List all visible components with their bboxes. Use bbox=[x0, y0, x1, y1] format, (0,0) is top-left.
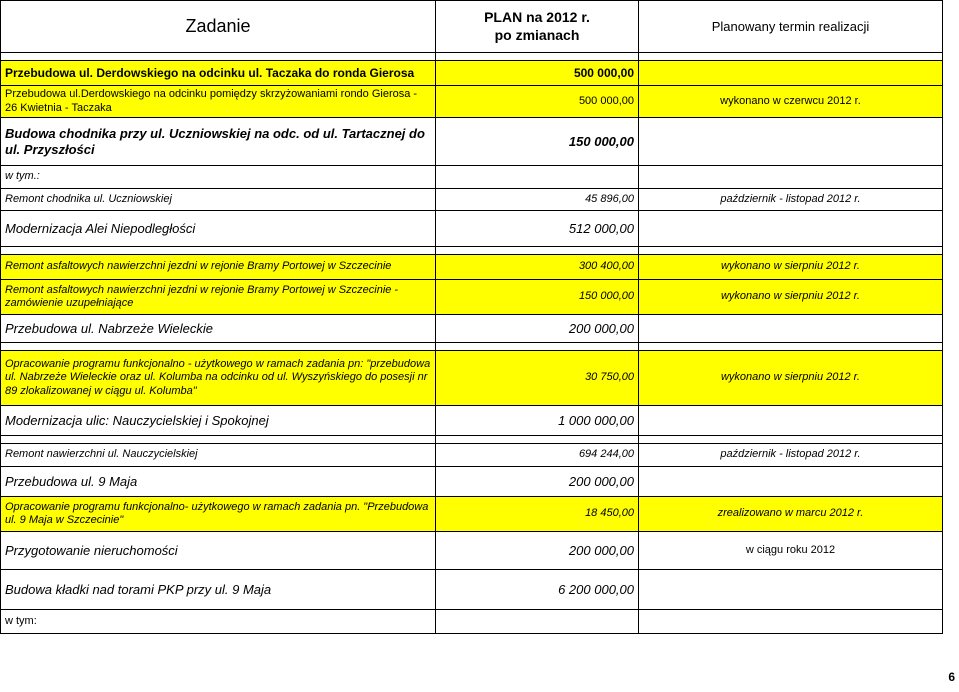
table-row bbox=[1, 189, 943, 211]
table-row bbox=[1, 211, 943, 247]
amount-cell bbox=[436, 166, 639, 189]
table-row bbox=[1, 570, 943, 610]
amount-cell: 18 450,00 bbox=[436, 497, 639, 532]
table-row bbox=[1, 444, 943, 467]
task-cell: Remont nawierzchni ul. Nauczycielskiej bbox=[1, 444, 436, 467]
task-cell: Remont asfaltowych nawierzchni jezdni w rejonie Bramy Portowej w Szczecinie - zamówienie uzupełniające bbox=[1, 280, 436, 315]
task-cell: Modernizacja Alei Niepodległości bbox=[1, 211, 436, 247]
amount-cell bbox=[436, 610, 639, 634]
task-cell: Modernizacja ulic: Nauczycielskiej i Spokojnej bbox=[1, 406, 436, 436]
note-cell: wykonano w sierpniu 2012 r. bbox=[639, 255, 943, 280]
table-row bbox=[1, 86, 943, 118]
header-task: Zadanie bbox=[1, 1, 436, 53]
amount-cell: 200 000,00 bbox=[436, 467, 639, 497]
note-cell bbox=[639, 61, 943, 86]
note-cell: październik - listopad 2012 r. bbox=[639, 444, 943, 467]
table-row bbox=[1, 532, 943, 570]
amount-cell: 45 896,00 bbox=[436, 189, 639, 211]
table-header bbox=[1, 1, 943, 53]
amount-cell: 200 000,00 bbox=[436, 532, 639, 570]
amount-cell: 30 750,00 bbox=[436, 351, 639, 406]
amount-cell: 150 000,00 bbox=[436, 118, 639, 166]
task-cell: Przebudowa ul. Derdowskiego na odcinku ul. Taczaka do ronda Gierosa bbox=[1, 61, 436, 86]
header-plan-line2: po zmianach bbox=[494, 26, 580, 43]
task-cell: Przebudowa ul.Derdowskiego na odcinku pomiędzy skrzyżowaniami rondo Gierosa - 26 Kwietnia - Taczaka bbox=[1, 86, 436, 118]
header-plan-line1: PLAN na 2012 r. bbox=[484, 9, 590, 25]
note-cell bbox=[639, 315, 943, 343]
note-cell: zrealizowano w marcu 2012 r. bbox=[639, 497, 943, 532]
task-cell: Remont chodnika ul. Uczniowskiej bbox=[1, 189, 436, 211]
amount-cell: 6 200 000,00 bbox=[436, 570, 639, 610]
note-cell bbox=[639, 610, 943, 634]
amount-cell: 1 000 000,00 bbox=[436, 406, 639, 436]
table-row bbox=[1, 351, 943, 406]
note-cell: październik - listopad 2012 r. bbox=[639, 189, 943, 211]
header-deadline: Planowany termin realizacji bbox=[639, 1, 943, 53]
task-cell: Remont asfaltowych nawierzchni jezdni w rejonie Bramy Portowej w Szczecinie bbox=[1, 255, 436, 280]
amount-cell: 512 000,00 bbox=[436, 211, 639, 247]
task-cell: w tym: bbox=[1, 610, 436, 634]
task-cell: Przygotowanie nieruchomości bbox=[1, 532, 436, 570]
task-cell: Budowa chodnika przy ul. Uczniowskiej na odc. od ul. Tartacznej do ul. Przyszłości bbox=[1, 118, 436, 166]
note-cell bbox=[639, 570, 943, 610]
task-cell: Opracowanie programu funkcjonalno- użytkowego w ramach zadania pn. "Przebudowa ul. 9 Maja w Szczecinie" bbox=[1, 497, 436, 532]
task-cell: Przebudowa ul. 9 Maja bbox=[1, 467, 436, 497]
task-cell: Przebudowa ul. Nabrzeże Wieleckie bbox=[1, 315, 436, 343]
amount-cell: 500 000,00 bbox=[436, 61, 639, 86]
table-row bbox=[1, 61, 943, 86]
table-row bbox=[1, 280, 943, 315]
amount-cell: 500 000,00 bbox=[436, 86, 639, 118]
table-row bbox=[1, 315, 943, 343]
note-cell bbox=[639, 467, 943, 497]
note-cell: w ciągu roku 2012 bbox=[639, 532, 943, 570]
header-plan bbox=[436, 1, 639, 53]
task-cell: Budowa kładki nad torami PKP przy ul. 9 Maja bbox=[1, 570, 436, 610]
note-cell bbox=[639, 211, 943, 247]
table-row bbox=[1, 166, 943, 189]
note-cell: wykonano w czerwcu 2012 r. bbox=[639, 86, 943, 118]
table-row bbox=[1, 255, 943, 280]
amount-cell: 200 000,00 bbox=[436, 315, 639, 343]
amount-cell: 150 000,00 bbox=[436, 280, 639, 315]
page-number: 6 bbox=[948, 670, 955, 684]
note-cell bbox=[639, 166, 943, 189]
table-row bbox=[1, 406, 943, 436]
note-cell: wykonano w sierpniu 2012 r. bbox=[639, 280, 943, 315]
table-row bbox=[1, 118, 943, 166]
note-cell bbox=[639, 118, 943, 166]
amount-cell: 300 400,00 bbox=[436, 255, 639, 280]
task-cell: w tym.: bbox=[1, 166, 436, 189]
note-cell bbox=[639, 406, 943, 436]
amount-cell: 694 244,00 bbox=[436, 444, 639, 467]
table-row bbox=[1, 497, 943, 532]
task-cell: Opracowanie programu funkcjonalno - użytkowego w ramach zadania pn: "przebudowa ul. Nabrzeże Wieleckie oraz ul. Kolumba na odcinku od ul. Wyszyńskiego do posesji nr 89 zlokalizowanej w ciągu ul. Kolumba" bbox=[1, 351, 436, 406]
table-row bbox=[1, 610, 943, 634]
table-row bbox=[1, 467, 943, 497]
note-cell: wykonano w sierpniu 2012 r. bbox=[639, 351, 943, 406]
